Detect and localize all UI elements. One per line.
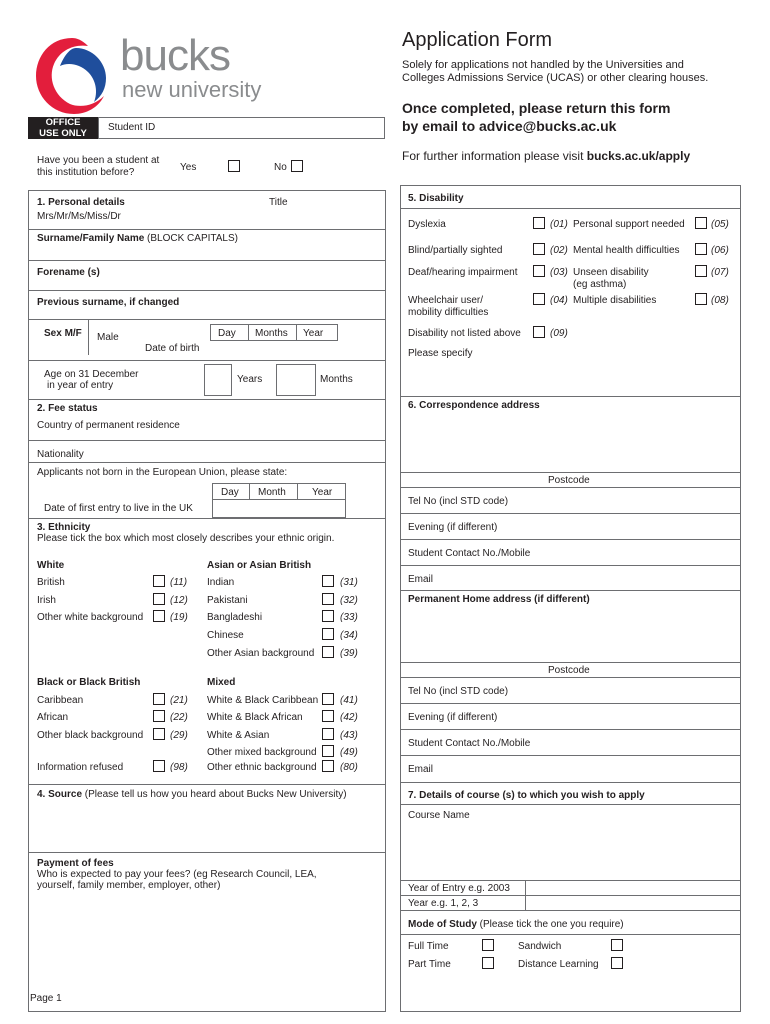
disability-option-code: (08) xyxy=(711,295,729,306)
disability-option-code: (06) xyxy=(711,245,729,256)
surname-label: Surname/Family Name (BLOCK CAPITALS) xyxy=(37,233,238,244)
course-name-label: Course Name xyxy=(408,810,470,821)
ethnic-option-code: (49) xyxy=(340,747,358,758)
previous-student-question-1: Have you been a student at xyxy=(37,155,160,166)
ethnic-option-checkbox[interactable] xyxy=(322,610,334,622)
previous-surname-label: Previous surname, if changed xyxy=(37,297,180,308)
age-months-label: Months xyxy=(320,374,353,385)
ethnic-option-label: White & Black Caribbean xyxy=(207,695,319,706)
white-heading: White xyxy=(37,560,65,571)
disability-option-label: Unseen disability xyxy=(573,267,649,278)
ethnic-option-checkbox[interactable] xyxy=(322,575,334,587)
ethnic-option-checkbox[interactable] xyxy=(322,728,334,740)
ethnic-option-code: (98) xyxy=(170,762,188,773)
ethnic-option-label: Caribbean xyxy=(37,695,84,706)
disability-option-label: Dyslexia xyxy=(408,219,446,230)
disability-option-checkbox[interactable] xyxy=(533,265,545,277)
nationality-label: Nationality xyxy=(37,449,84,460)
ethnic-option-checkbox[interactable] xyxy=(322,745,334,757)
disability-option-checkbox[interactable] xyxy=(533,293,545,305)
male-label: Male xyxy=(97,332,119,343)
ethnic-option-label: Other white background xyxy=(37,612,144,623)
ethnic-option-checkbox[interactable] xyxy=(322,593,334,605)
entry-month-label: Month xyxy=(258,487,286,498)
ethnic-option-label: Chinese xyxy=(207,630,244,641)
ethnic-option-code: (42) xyxy=(340,712,358,723)
logo-emblem-icon xyxy=(32,34,110,118)
ethnic-option-code: (21) xyxy=(170,695,188,706)
ethnic-option-label: Pakistani xyxy=(207,595,248,606)
yes-checkbox[interactable] xyxy=(228,160,240,172)
student-id-label: Student ID xyxy=(108,122,156,133)
ethnic-option-code: (31) xyxy=(340,577,358,588)
ethnicity-instruction: Please tick the box which most closely describes your ethnic origin. xyxy=(37,533,335,544)
subtitle-line-1: Solely for applications not handled by the Universities and xyxy=(402,59,684,71)
permanent-evening-label: Evening (if different) xyxy=(408,712,498,723)
ethnic-option-code: (33) xyxy=(340,612,358,623)
ethnic-option-checkbox[interactable] xyxy=(322,693,334,705)
info-line xyxy=(402,149,690,163)
country-label: Country of permanent residence xyxy=(37,420,180,431)
ethnic-option-code: (34) xyxy=(340,630,358,641)
return-instruction-line-2: by email to advice@bucks.ac.uk xyxy=(402,118,617,134)
age-years-field[interactable] xyxy=(204,364,232,396)
ethnicity-heading: 3. Ethnicity xyxy=(37,522,91,533)
title-label: Title xyxy=(269,197,288,208)
return-instruction-line-1: Once completed, please return this form xyxy=(402,100,671,116)
dob-day-label: Day xyxy=(218,328,236,339)
personal-details-heading: 1. Personal details xyxy=(37,197,125,208)
disability-option-label: Multiple disabilities xyxy=(573,295,657,306)
mode-of-study-heading: Mode of Study (Please tick the one you require) xyxy=(408,919,624,930)
ethnic-option-checkbox[interactable] xyxy=(153,593,165,605)
ethnic-option-checkbox[interactable] xyxy=(153,710,165,722)
full-time-label: Full Time xyxy=(408,941,449,952)
ethnic-option-code: (22) xyxy=(170,712,188,723)
disability-option-code: (03) xyxy=(550,267,568,278)
mixed-heading: Mixed xyxy=(207,677,236,688)
black-heading: Black or Black British xyxy=(37,677,141,688)
ethnic-option-code: (11) xyxy=(170,577,188,588)
distance-learning-label: Distance Learning xyxy=(518,959,599,970)
disability-option-code: (05) xyxy=(711,219,729,230)
ethnic-option-label: White & Black African xyxy=(207,712,303,723)
permanent-email-label: Email xyxy=(408,764,434,775)
non-eu-label: Applicants not born in the European Union, please state: xyxy=(37,467,288,478)
source-heading: 4. Source (Please tell us how you heard about Bucks New University) xyxy=(37,789,347,800)
ethnic-option-label: White & Asian xyxy=(207,730,270,741)
fee-status-heading: 2. Fee status xyxy=(37,403,98,414)
asian-heading: Asian or Asian British xyxy=(207,560,312,571)
correspondence-postcode-label: Postcode xyxy=(548,475,590,486)
logo-tagline: new university xyxy=(122,77,262,102)
disability-option-code: (04) xyxy=(550,295,568,306)
university-logo xyxy=(32,31,262,118)
payment-heading: Payment of fees xyxy=(37,858,114,869)
disability-option-label-2: (eg asthma) xyxy=(573,279,627,290)
distance-learning-checkbox[interactable] xyxy=(611,957,623,969)
no-checkbox[interactable] xyxy=(291,160,303,172)
ethnic-option-label: African xyxy=(37,712,69,723)
ethnic-option-checkbox[interactable] xyxy=(153,728,165,740)
ethnic-option-label: Other Asian background xyxy=(207,648,315,659)
subtitle-line-2: Colleges Admissions Service (UCAS) or other clearing houses. xyxy=(402,72,709,84)
disability-option-label: Disability not listed above xyxy=(408,328,521,339)
disability-option-code: (01) xyxy=(550,219,568,230)
ethnic-option-code: (43) xyxy=(340,730,358,741)
disability-option-label: Personal support needed xyxy=(573,219,685,230)
disability-option-label: Blind/partially sighted xyxy=(408,245,503,256)
permanent-tel-label: Tel No (incl STD code) xyxy=(408,686,509,697)
entry-year-label: Year xyxy=(312,487,333,498)
forename-label: Forename (s) xyxy=(37,267,100,278)
ethnic-option-checkbox[interactable] xyxy=(153,760,165,772)
permanent-postcode-label: Postcode xyxy=(548,665,590,676)
ethnic-option-checkbox[interactable] xyxy=(153,575,165,587)
sandwich-label: Sandwich xyxy=(518,941,562,952)
ethnic-option-checkbox[interactable] xyxy=(153,610,165,622)
correspondence-evening-label: Evening (if different) xyxy=(408,522,498,533)
permanent-address-heading: Permanent Home address (if different) xyxy=(408,594,590,605)
full-time-checkbox[interactable] xyxy=(482,939,494,951)
age-years-label: Years xyxy=(237,374,263,385)
entry-day-label: Day xyxy=(221,487,239,498)
disability-option-checkbox[interactable] xyxy=(533,217,545,229)
ethnic-option-code: (29) xyxy=(170,730,188,741)
ethnic-option-checkbox[interactable] xyxy=(322,710,334,722)
page-title: Application Form xyxy=(402,29,553,51)
title-options: Mrs/Mr/Ms/Miss/Dr xyxy=(37,211,121,222)
ethnic-option-code: (80) xyxy=(340,762,358,773)
ethnic-option-label: Bangladeshi xyxy=(207,612,263,623)
payment-line-1: Who is expected to pay your fees? (eg Research Council, LEA, xyxy=(37,869,317,880)
part-time-label: Part Time xyxy=(408,959,451,970)
dob-months-label: Months xyxy=(255,328,288,339)
ethnic-option-label: Other black background xyxy=(37,730,144,741)
please-specify-label: Please specify xyxy=(408,348,473,359)
disability-option-label-2: mobility difficulties xyxy=(408,307,489,318)
no-label: No xyxy=(274,162,287,173)
previous-student-question-2: this institution before? xyxy=(37,167,135,178)
disability-option-checkbox[interactable] xyxy=(533,326,545,338)
disability-option-checkbox[interactable] xyxy=(695,265,707,277)
disability-option-checkbox[interactable] xyxy=(533,243,545,255)
disability-option-label: Deaf/hearing impairment xyxy=(408,267,518,278)
entry-year-label: Year of Entry e.g. 2003 xyxy=(408,883,510,894)
disability-option-label: Wheelchair user/ xyxy=(408,295,484,306)
ethnic-option-label: British xyxy=(37,577,65,588)
correspondence-email-label: Email xyxy=(408,574,434,585)
disability-heading: 5. Disability xyxy=(408,193,464,204)
yes-label: Yes xyxy=(180,162,197,173)
correspondence-tel-label: Tel No (incl STD code) xyxy=(408,496,509,507)
correspondence-contact-label: Student Contact No./Mobile xyxy=(408,548,531,559)
ethnic-option-code: (12) xyxy=(170,595,188,606)
ethnic-option-checkbox[interactable] xyxy=(322,646,334,658)
dob-label: Date of birth xyxy=(145,343,200,354)
disability-option-checkbox[interactable] xyxy=(695,243,707,255)
age-label-1: Age on 31 December xyxy=(44,369,139,380)
sex-label: Sex M/F xyxy=(44,328,82,339)
ethnic-option-code: (32) xyxy=(340,595,358,606)
dob-year-label: Year xyxy=(303,328,324,339)
payment-line-2: yourself, family member, employer, other) xyxy=(37,880,221,891)
disability-option-code: (07) xyxy=(711,267,729,278)
ethnic-option-label: Indian xyxy=(207,577,235,588)
part-time-checkbox[interactable] xyxy=(482,957,494,969)
age-months-field[interactable] xyxy=(276,364,316,396)
ethnic-option-checkbox[interactable] xyxy=(322,628,334,640)
course-year-label: Year e.g. 1, 2, 3 xyxy=(408,898,479,909)
info-text: For further information please visit xyxy=(402,149,587,163)
disability-option-label: Mental health difficulties xyxy=(573,245,680,256)
ethnic-option-label: Irish xyxy=(37,595,56,606)
ethnic-option-label: Information refused xyxy=(37,762,124,773)
ethnic-option-checkbox[interactable] xyxy=(153,693,165,705)
office-use-label: OFFICE USE ONLY xyxy=(28,117,98,139)
ethnic-option-label: Other mixed background xyxy=(207,747,317,758)
ethnic-option-code: (39) xyxy=(340,648,358,659)
disability-option-checkbox[interactable] xyxy=(695,293,707,305)
sandwich-checkbox[interactable] xyxy=(611,939,623,951)
permanent-contact-label: Student Contact No./Mobile xyxy=(408,738,531,749)
course-heading: 7. Details of course (s) to which you wish to apply xyxy=(408,790,645,801)
page-number: Page 1 xyxy=(30,993,62,1004)
disability-option-code: (09) xyxy=(550,328,568,339)
first-entry-label: Date of first entry to live in the UK xyxy=(44,503,193,514)
info-link[interactable]: bucks.ac.uk/apply xyxy=(586,149,691,163)
ethnic-option-label: Other ethnic background xyxy=(207,762,317,773)
age-label-2: in year of entry xyxy=(47,380,114,391)
correspondence-heading: 6. Correspondence address xyxy=(408,400,540,411)
logo-wordmark: bucks xyxy=(120,31,230,80)
ethnic-option-code: (19) xyxy=(170,612,188,623)
disability-option-checkbox[interactable] xyxy=(695,217,707,229)
ethnic-option-checkbox[interactable] xyxy=(322,760,334,772)
disability-option-code: (02) xyxy=(550,245,568,256)
ethnic-option-code: (41) xyxy=(340,695,358,706)
